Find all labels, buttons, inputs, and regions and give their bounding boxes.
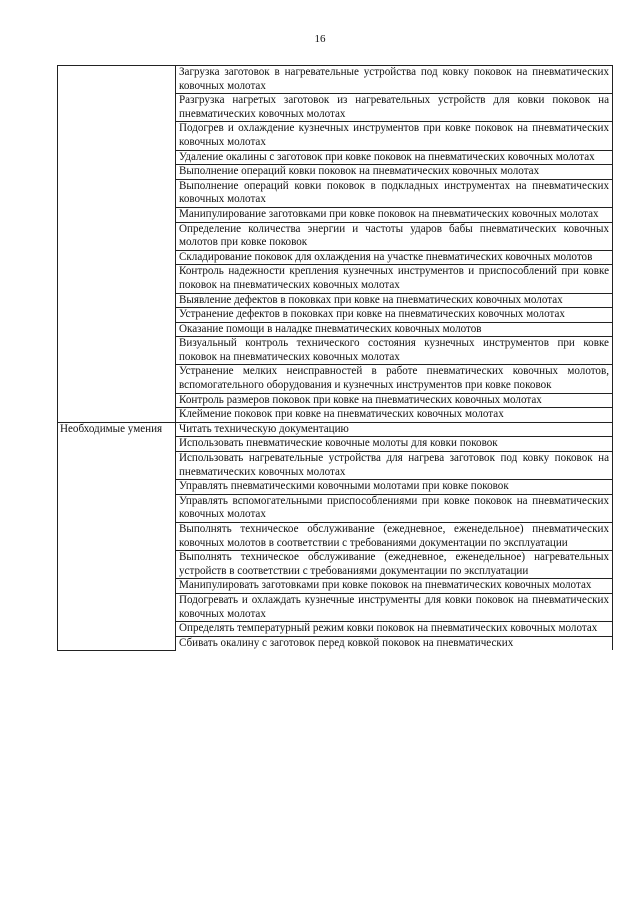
requirement-item: Устранение дефектов в поковках при ковке на пневматических ковочных молотах xyxy=(176,308,613,323)
requirement-item: Использовать пневматические ковочные молоты для ковки поковок xyxy=(176,437,613,452)
table-body xyxy=(58,66,613,651)
requirement-item: Подогревать и охлаждать кузнечные инструменты для ковки поковок на пневматических ковочных молотах xyxy=(176,593,613,621)
section-label: Необходимые умения xyxy=(58,422,176,650)
section-label xyxy=(58,66,176,423)
requirement-item: Подогрев и охлаждение кузнечных инструментов при ковке поковок на пневматических ковочных молотах xyxy=(176,122,613,150)
requirement-item: Читать техническую документацию xyxy=(176,422,613,437)
requirement-item: Устранение мелких неисправностей в работе пневматических ковочных молотов, вспомогательного оборудования и кузнечных инструментов при ковке поковок xyxy=(176,365,613,393)
page-number: 16 xyxy=(314,33,326,45)
requirement-item: Управлять пневматическими ковочными молотами при ковке поковок xyxy=(176,480,613,495)
requirement-item: Выявление дефектов в поковках при ковке на пневматических ковочных молотах xyxy=(176,293,613,308)
requirement-item: Выполнять техническое обслуживание (ежедневное, еженедельное) пневматических ковочных молотов в соответствии с требованиями документации по эксплуатации xyxy=(176,523,613,551)
table-row xyxy=(58,422,613,437)
requirement-item: Контроль надежности крепления кузнечных инструментов и приспособлений при ковке поковок на пневматических ковочных молотах xyxy=(176,265,613,293)
requirement-item: Определение количества энергии и частоты ударов бабы пневматических ковочных молотов при ковке поковок xyxy=(176,222,613,250)
requirement-item: Складирование поковок для охлаждения на участке пневматических ковочных молотов xyxy=(176,250,613,265)
requirement-item: Контроль размеров поковок при ковке на пневматических ковочных молотах xyxy=(176,393,613,408)
requirement-item: Выполнение операций ковки поковок в подкладных инструментах на пневматических ковочных молотах xyxy=(176,179,613,207)
requirement-item: Удаление окалины с заготовок при ковке поковок на пневматических ковочных молотах xyxy=(176,150,613,165)
requirement-item: Оказание помощи в наладке пневматических ковочных молотов xyxy=(176,322,613,337)
requirement-item: Манипулировать заготовками при ковке поковок на пневматических ковочных молотах xyxy=(176,579,613,594)
requirement-item: Выполнение операций ковки поковок на пневматических ковочных молотах xyxy=(176,165,613,180)
requirement-item: Управлять вспомогательными приспособлениями при ковке поковок на пневматических ковочных молотах xyxy=(176,494,613,522)
requirement-item: Использовать нагревательные устройства для нагрева заготовок под ковку поковок на пневматических ковочных молотах xyxy=(176,452,613,480)
requirements-table xyxy=(57,65,613,651)
requirement-item: Сбивать окалину с заготовок перед ковкой поковок на пневматических xyxy=(176,636,613,650)
requirement-item: Манипулирование заготовками при ковке поковок на пневматических ковочных молотах xyxy=(176,207,613,222)
requirement-item: Визуальный контроль технического состояния кузнечных инструментов при ковке поковок на пневматических ковочных молотах xyxy=(176,337,613,365)
table-row xyxy=(58,66,613,94)
requirement-item: Разгрузка нагретых заготовок из нагревательных устройств для ковки поковок на пневматических ковочных молотах xyxy=(176,94,613,122)
requirement-item: Выполнять техническое обслуживание (ежедневное, еженедельное) нагревательных устройств в соответствии с требованиями документации по эксплуатации xyxy=(176,551,613,579)
requirement-item: Загрузка заготовок в нагревательные устройства под ковку поковок на пневматических ковочных молотах xyxy=(176,66,613,94)
requirement-item: Определять температурный режим ковки поковок на пневматических ковочных молотах xyxy=(176,622,613,637)
requirement-item: Клеймение поковок при ковке на пневматических ковочных молотах xyxy=(176,408,613,423)
